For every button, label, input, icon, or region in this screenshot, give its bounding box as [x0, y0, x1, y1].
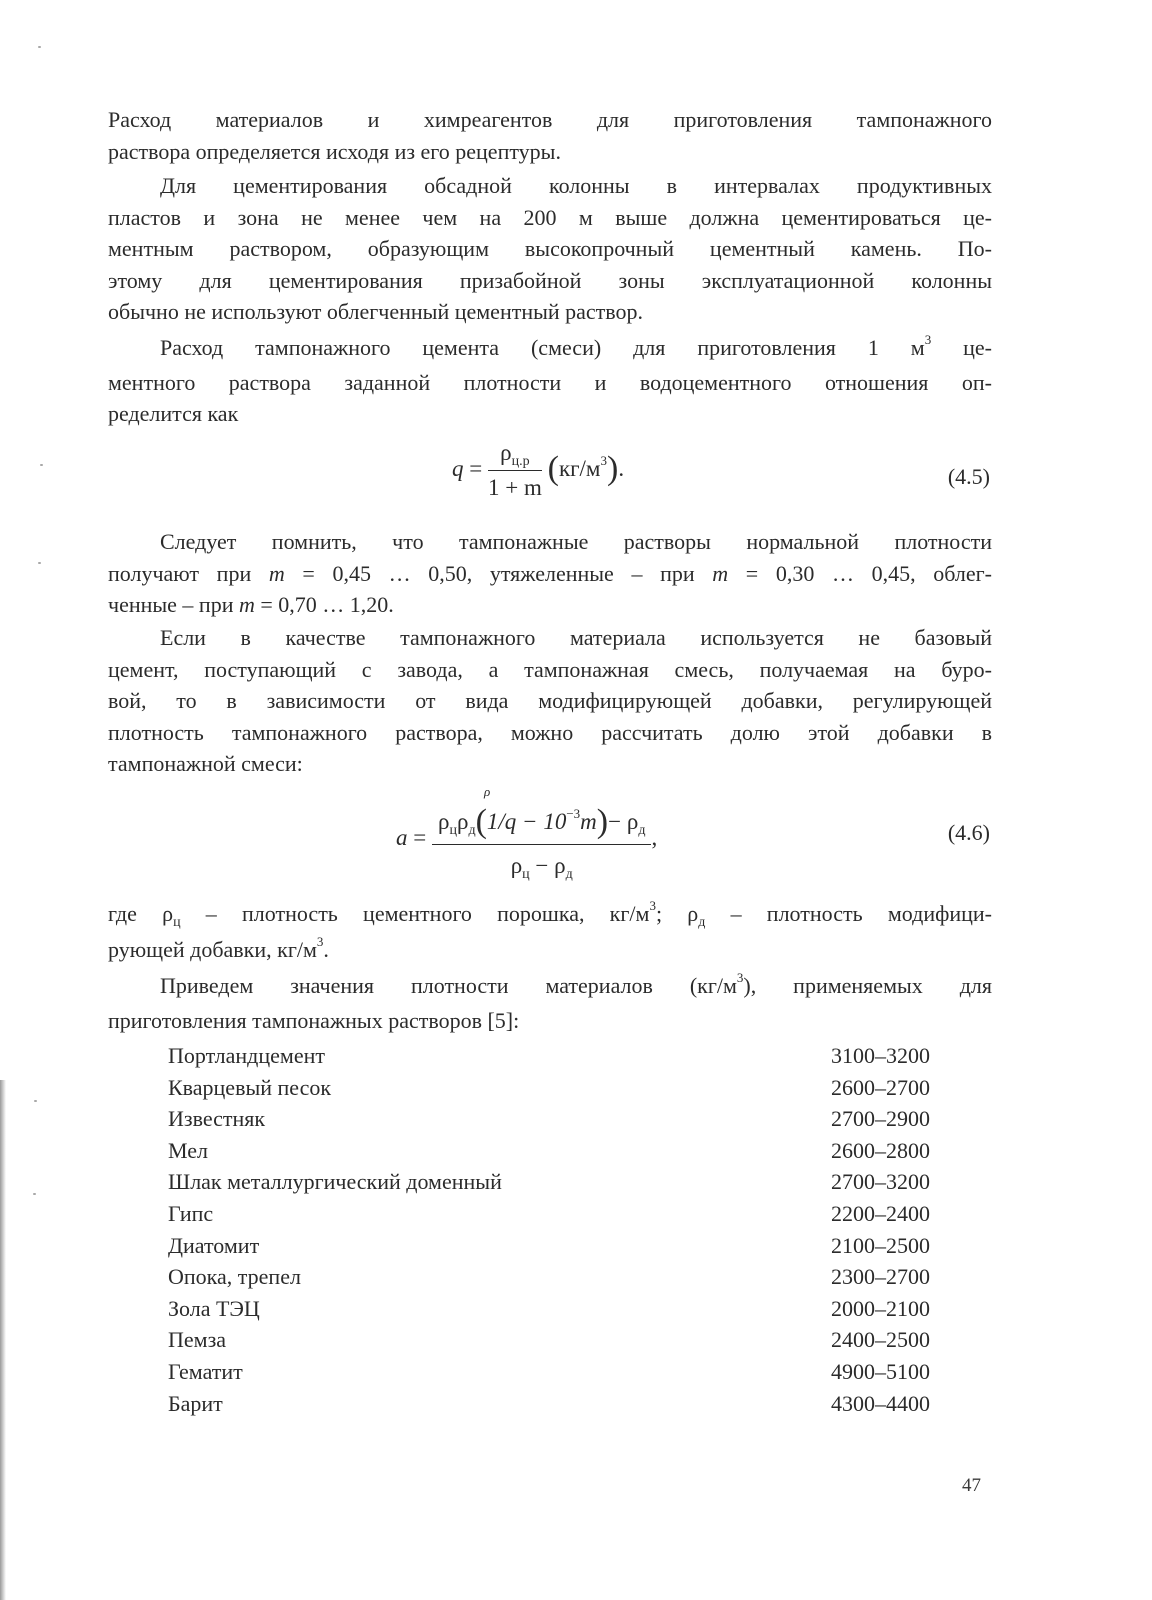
material-name: Мел	[168, 1137, 209, 1163]
density-range: 2600–2700	[831, 1074, 930, 1100]
equation-number: (4.6)	[947, 820, 990, 845]
list-item	[168, 1293, 930, 1325]
scan-speck	[38, 46, 41, 48]
formula-4-6: a = ρ $\rho_ц\rho_д(1/q - 10^{-3}m)- \rho_д$ $\rho_ц - \rho_д$ ,	[396, 784, 658, 882]
text-line: Расход материалов и химреагентов для приготовления тампонажного	[108, 107, 992, 132]
text-line: Приведем значения плотности материалов $(кг/м^3)$, применяемых для	[160, 970, 992, 998]
list-item	[168, 1040, 930, 1072]
material-name: Известняк	[168, 1106, 266, 1132]
text-line: рующей добавки, $кг/м^3$.	[108, 933, 329, 962]
text-line: Для цементирования обсадной колонны в интервалах продуктивных	[160, 173, 992, 198]
list-item	[168, 1324, 930, 1356]
list-item	[168, 1166, 930, 1198]
material-name: Диатомит	[168, 1232, 260, 1258]
text-line: ченные – при m = 0,70 … 1,20.	[108, 592, 394, 617]
text-line: приготовления тампонажных растворов [5]:	[108, 1007, 520, 1033]
scan-speck	[33, 1193, 36, 1195]
text-line: Расход тампонажного цемента (смеси) для приготовления 1 $м^3$ це-	[160, 332, 992, 360]
text-line: Если в качестве тампонажного материала используется не базовый	[160, 625, 992, 650]
material-name: Шлак металлургический доменный	[168, 1169, 502, 1195]
text-line: цемент, поступающий с завода, а тампонажная смесь, получаемая на буро-	[108, 656, 992, 682]
list-item	[168, 1261, 930, 1293]
materials-density-list	[168, 1040, 930, 1419]
equation-number: (4.5)	[947, 464, 990, 489]
material-name: Зола ТЭЦ	[168, 1295, 260, 1321]
formula-denominator: $\rho_ц - \rho_д$	[510, 853, 573, 882]
paragraph-consumption	[108, 332, 992, 430]
text-line: Следует помнить, что тампонажные растворы нормальной плотности	[160, 529, 992, 554]
density-range: 2100–2500	[831, 1232, 930, 1258]
material-name: Барит	[168, 1390, 223, 1416]
scan-edge-shadow	[0, 1080, 6, 1600]
formula-denominator: 1 + m	[487, 475, 542, 500]
density-range: 2200–2400	[831, 1200, 930, 1226]
density-range: 2700–3200	[831, 1169, 930, 1195]
scan-speck	[38, 562, 41, 564]
formula-symbol-a: a	[396, 824, 408, 850]
text-line: пластов и зона не менее чем на 200 м выше должна цементироваться це-	[108, 204, 992, 230]
density-range: 4900–5100	[831, 1358, 930, 1384]
list-item	[168, 1356, 930, 1388]
scan-speck	[34, 1100, 37, 1102]
material-name: Опока, трепел	[168, 1264, 301, 1290]
density-range: 2700–2900	[831, 1106, 930, 1132]
text-line: вой, то в зависимости от вида модифицирующей добавки, регулирующей	[108, 688, 992, 713]
density-range: 4300–4400	[831, 1390, 930, 1416]
density-range: 2400–2500	[831, 1327, 930, 1353]
formula-equals: =	[469, 455, 483, 481]
text-line: где $\rho_ц$ – плотность цементного порошка, $кг/м^3$; $\rho_д$ – плотность модифици-	[108, 898, 992, 930]
paragraph-mixture	[108, 622, 992, 780]
scan-speck	[40, 464, 43, 466]
formula-4-5: q = $\frac{\rho_{ц.р}}{1 + m}$ $(кг/м^3)$.	[452, 440, 625, 500]
text-line: получают при m = 0,45 … 0,50, утяжеленные – при m = 0,30 … 0,45, облег-	[108, 560, 992, 586]
density-range: 2000–2100	[831, 1295, 930, 1321]
paragraph-densities	[108, 526, 992, 621]
list-item	[168, 1198, 930, 1230]
list-item	[168, 1230, 930, 1262]
density-range: 2600–2800	[831, 1137, 930, 1163]
paragraph-materials-intro	[108, 970, 992, 1036]
paragraph-cementing	[108, 170, 992, 328]
density-range: 3100–3200	[831, 1043, 930, 1068]
formula-equals: =	[413, 824, 427, 850]
text-line: тампонажной смеси:	[108, 751, 303, 776]
text-line: этому для цементирования призабойной зоны эксплуатационной колонны	[108, 267, 992, 293]
material-name: Гипс	[168, 1200, 214, 1226]
list-item	[168, 1103, 930, 1135]
material-name: Портландцемент	[168, 1043, 325, 1068]
paragraph-where	[108, 898, 992, 968]
text-line: раствора определяется исходя из его рецептуры.	[108, 138, 561, 164]
list-item	[168, 1388, 930, 1420]
material-name: Кварцевый песок	[168, 1074, 332, 1100]
text-line: ределится как	[108, 401, 239, 426]
formula-unit: кг/м	[558, 455, 601, 481]
text-line: ментного раствора заданной плотности и водоцементного отношения оп-	[108, 369, 992, 395]
material-name: Гематит	[168, 1358, 243, 1384]
density-range: 2300–2700	[831, 1264, 930, 1290]
formula-symbol-q: q	[452, 455, 464, 481]
list-item	[168, 1072, 930, 1104]
text-line: ментным раствором, образующим высокопрочный цементный камень. По-	[108, 236, 992, 261]
list-item	[168, 1135, 930, 1167]
formula-fraction: ρ $\rho_ц\rho_д(1/q - 10^{-3}m)- \rho_д$ $\rho_ц - \rho_д$	[432, 800, 651, 879]
page-number: 47	[962, 1475, 981, 1496]
text-line: плотность тампонажного раствора, можно рассчитать долю этой добавки в	[108, 719, 992, 745]
formula-fraction: $\frac{\rho_{ц.р}}{1 + m}$	[487, 440, 542, 500]
paragraph-intro	[108, 104, 992, 167]
material-name: Пемза	[168, 1327, 227, 1353]
text-line: обычно не используют облегченный цементный раствор.	[108, 299, 644, 324]
